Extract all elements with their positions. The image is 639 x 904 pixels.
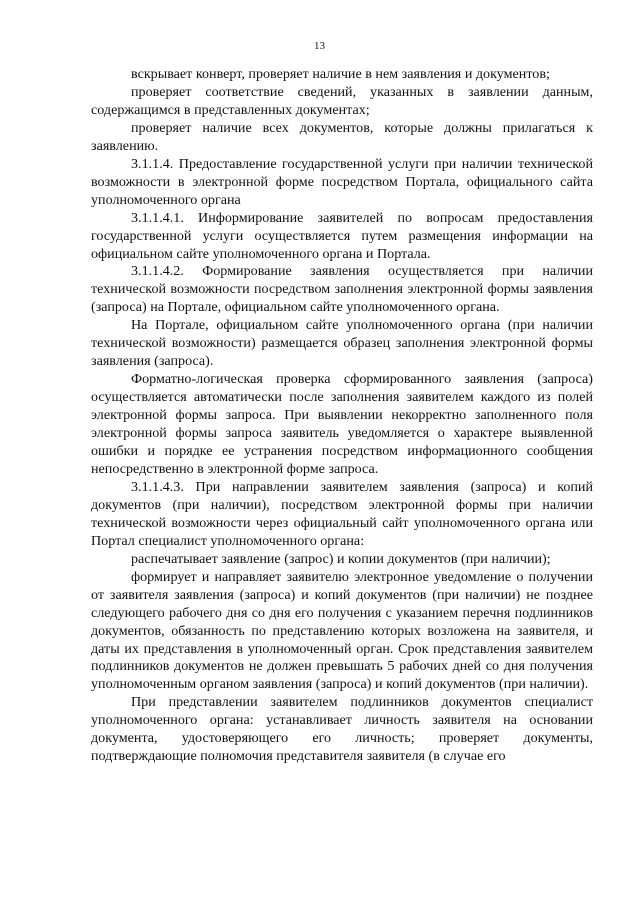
paragraph-section-3-1-1-4: 3.1.1.4. Предоставление государственной услуги при наличии технической возможности в электронной форме посредством Портала, официального сайта уполномоченного органа (91, 155, 593, 208)
document-body (91, 66, 593, 766)
paragraph-section-3-1-1-4-1: 3.1.1.4.1. Информирование заявителей по вопросам предоставления государственной услуги осуществляется путем размещения информации на официальном сайте уполномоченного органа и Портала. (91, 209, 593, 262)
paragraph-originals-submission: При представлении заявителем подлинников документов специалист уполномоченного органа: устанавливает личность заявителя на основании документа, удостоверяющего его личность; проверяет документы, подтверждающие полномочия представителя заявителя (в случае его (91, 694, 593, 765)
paragraph-print-application: распечатывает заявление (запрос) и копии документов (при наличии); (131, 550, 551, 567)
paragraph-section-3-1-1-4-3: 3.1.1.4.3. При направлении заявителем заявления (запроса) и копий документов (при наличии), посредством электронной формы при наличии технической возможности через официальный сайт уполномоченного органа или Портал специалист уполномоченного органа: (91, 478, 593, 549)
paragraph-section-3-1-1-4-2: 3.1.1.4.2. Формирование заявления осуществляется при наличии технической возможности посредством заполнения электронной формы заявления (запроса) на Портале, официальном сайте уполномоченного органа. (91, 263, 593, 316)
paragraph-check-documents: проверяет наличие всех документов, которые должны прилагаться к заявлению. (91, 119, 593, 154)
paragraph-check-consistency: проверяет соответствие сведений, указанных в заявлении данным, содержащимся в представленных документах; (91, 83, 593, 118)
paragraph-sample-form: На Портале, официальном сайте уполномоченного органа (при наличии технической возможности) размещается образец заполнения электронной формы заявления (запроса). (91, 317, 593, 370)
paragraph-send-notification: формирует и направляет заявителю электронное уведомление о получении от заявителя заявления (запроса) и копий документов (при наличии) не позднее следующего рабочего дня со дня его получения с указанием перечня подлинников документов, обязанность по представлению которых возложена на заявителя, и даты их представления в уполномоченный орган. Срок представления заявителем подлинников документов не должен превышать 5 рабочих дней со дня получения уполномоченным органом заявления (запроса) и копий документов (при наличии). (91, 568, 593, 693)
page-number: 13 (314, 40, 325, 52)
paragraph-open-envelope: вскрывает конверт, проверяет наличие в нем заявления и документов; (131, 66, 550, 82)
paragraph-format-check: Форматно-логическая проверка сформированного заявления (запроса) осуществляется автоматически после заполнения заявителем каждого из полей электронной формы запроса. При выявлении некорректно заполненного поля электронной формы запроса заявитель уведомляется о характере выявленной ошибки и порядке ее устранения посредством информационного сообщения непосредственно в электронной форме запроса. (91, 371, 593, 477)
